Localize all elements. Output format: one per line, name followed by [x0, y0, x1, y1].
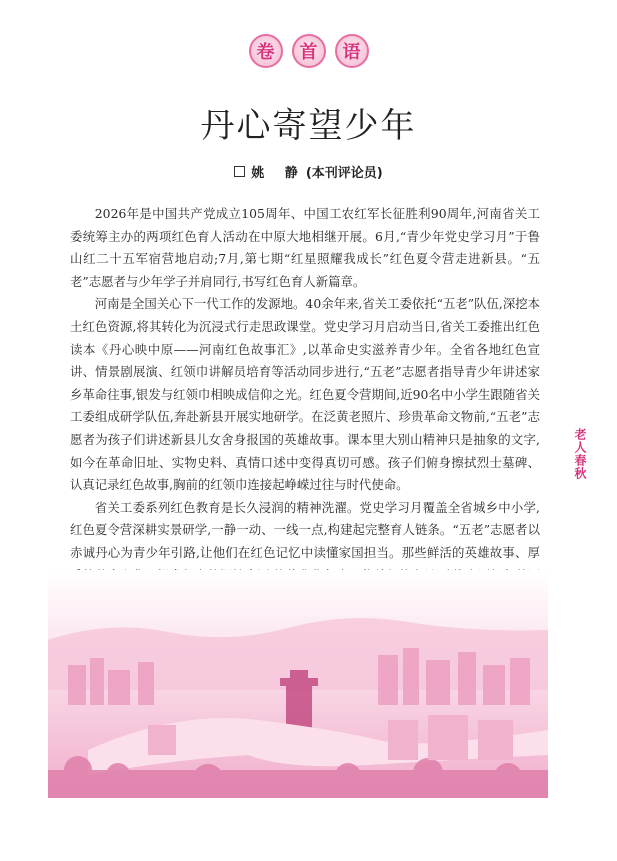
city-skyline-illustration — [48, 570, 548, 798]
author-name: 姚 静 — [251, 166, 306, 181]
paragraph-2: 河南是全国关心下一代工作的发源地。40余年来,省关工委依托“五老”队伍,深挖本土红色资源,将其转化为沉浸式行走思政课堂。党史学习月启动当日,省关工委推出红色读本《丹心映中原——河南红色故事汇》,以革命史实滋养青少年。全省各地红色宣讲、情景剧展演、红领巾讲解员培育等活动同步进行,“五老”志愿者指导青少年讲述家乡革命往事,银发与红领巾相映成信仰之光。红色夏令营期间,近90名中小学生跟随省关工委组成研学队伍,奔赴新县开展实地研学。在泛黄老照片、珍贵革命文物前,“五老”志愿者为孩子们讲述新县儿女舍身报国的英雄故事。课本里大别山精神只是抽象的文字,如今在革命旧址、实物史料、真情口述中变得真切可感。孩子们俯身擦拭烈士墓碑、认真记录红色故事,胸前的红领巾连接起峥嵘过往与时代使命。 — [70, 296, 540, 493]
header-badge-1: 卷 — [249, 34, 283, 68]
paragraph-3-text: 省关工委系列红色教育是长久浸润的精神洗濯。党史学习月覆盖全省城乡中小学,红色夏令营深耕实景研学,一静一动、一线一点,构建起完整育人链条。“五老”志愿者以赤诚丹心为青少年引路,让他们在红色记忆中读懂家国担当。那些鲜活的英雄故事、厚 — [70, 499, 540, 560]
article-body — [70, 203, 540, 610]
article-title: 丹心寄望少年 — [200, 106, 417, 146]
byline-box-icon — [234, 166, 245, 177]
byline — [0, 162, 617, 181]
city-background-photo — [48, 570, 548, 798]
author-role: (本刊评论员) — [305, 166, 383, 181]
section-header — [0, 34, 617, 68]
sidebar-label: 老人春秋 — [573, 428, 587, 480]
header-badge-2: 首 — [292, 34, 326, 68]
header-badge-3: 语 — [335, 34, 369, 68]
paragraph-1: 2026年是中国共产党成立105周年、中国工农红军长征胜利90周年,河南省关工委统筹主办的两项红色育人活动在中原大地相继开展。6月,“青少年党史学习月”于鲁山红二十五军宿营地启动;7月,第七期“红星照耀我成长”红色夏令营走进新县。“五老”志愿者与少年学子并肩同行,书写红色育人新篇章。 — [70, 206, 540, 289]
